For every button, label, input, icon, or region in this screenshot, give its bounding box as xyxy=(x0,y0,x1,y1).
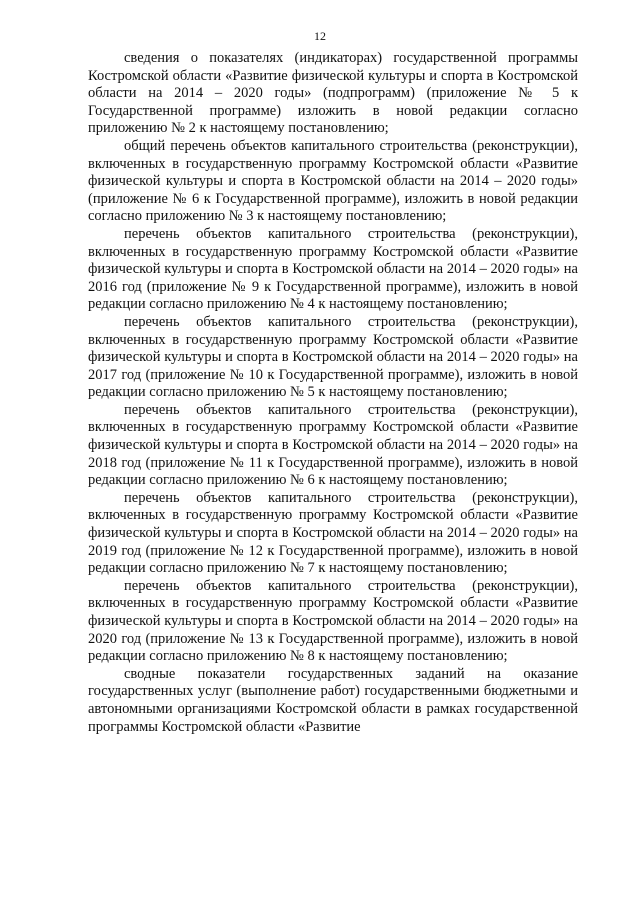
page-number: 12 xyxy=(314,29,326,43)
paragraph-list-2019-appendix-12: перечень объектов капитального строительства (реконструкции), включенных в государственную программу Костромской области «Развитие физической культуры и спорта в Костромской области на 2014 – 2020 годы» на 2019 год (приложение № 12 к Государственной программе), изложить в новой редакции согласно приложению № 7 к настоящему постановлению; xyxy=(88,489,578,577)
paragraph-list-2020-appendix-13: перечень объектов капитального строительства (реконструкции), включенных в государственную программу Костромской области «Развитие физической культуры и спорта в Костромской области на 2014 – 2020 годы» на 2020 год (приложение № 13 к Государственной программе), изложить в новой редакции согласно приложению № 8 к настоящему постановлению; xyxy=(88,577,578,665)
paragraph-list-2018-appendix-11: перечень объектов капитального строительства (реконструкции), включенных в государственную программу Костромской области «Развитие физической культуры и спорта в Костромской области на 2014 – 2020 годы» на 2018 год (приложение № 11 к Государственной программе), изложить в новой редакции согласно приложению № 6 к настоящему постановлению; xyxy=(88,401,578,489)
paragraph-list-2016-appendix-9: перечень объектов капитального строительства (реконструкции), включенных в государственную программу Костромской области «Развитие физической культуры и спорта в Костромской области на 2014 – 2020 годы» на 2016 год (приложение № 9 к Государственной программе), изложить в новой редакции согласно приложению № 4 к настоящему постановлению; xyxy=(88,225,578,313)
document-body xyxy=(88,50,578,736)
paragraph-list-2017-appendix-10: перечень объектов капитального строительства (реконструкции), включенных в государственную программу Костромской области «Развитие физической культуры и спорта в Костромской области на 2014 – 2020 годы» на 2017 год (приложение № 10 к Государственной программе), изложить в новой редакции согласно приложению № 5 к настоящему постановлению; xyxy=(88,313,578,401)
paragraph-state-assignments: сводные показатели государственных заданий на оказание государственных услуг (выполнение работ) государственными бюджетными и автономными организациями Костромской области в рамках государственной программы Костромской области «Развитие xyxy=(88,665,578,735)
paragraph-general-list-appendix-6: общий перечень объектов капитального строительства (реконструкции), включенных в государственную программу Костромской области «Развитие физической культуры и спорта в Костромской области на 2014 – 2020 годы» (приложение № 6 к Государственной программе), изложить в новой редакции согласно приложению № 3 к настоящему постановлению; xyxy=(88,137,578,225)
paragraph-indicators-appendix-5: сведения о показателях (индикаторах) государственной программы Костромской области «Развитие физической культуры и спорта в Костромской области на 2014 – 2020 годы» (подпрограмм) (приложение № 5 к Государственной программе) изложить в новой редакции согласно приложению № 2 к настоящему постановлению; xyxy=(88,50,578,137)
